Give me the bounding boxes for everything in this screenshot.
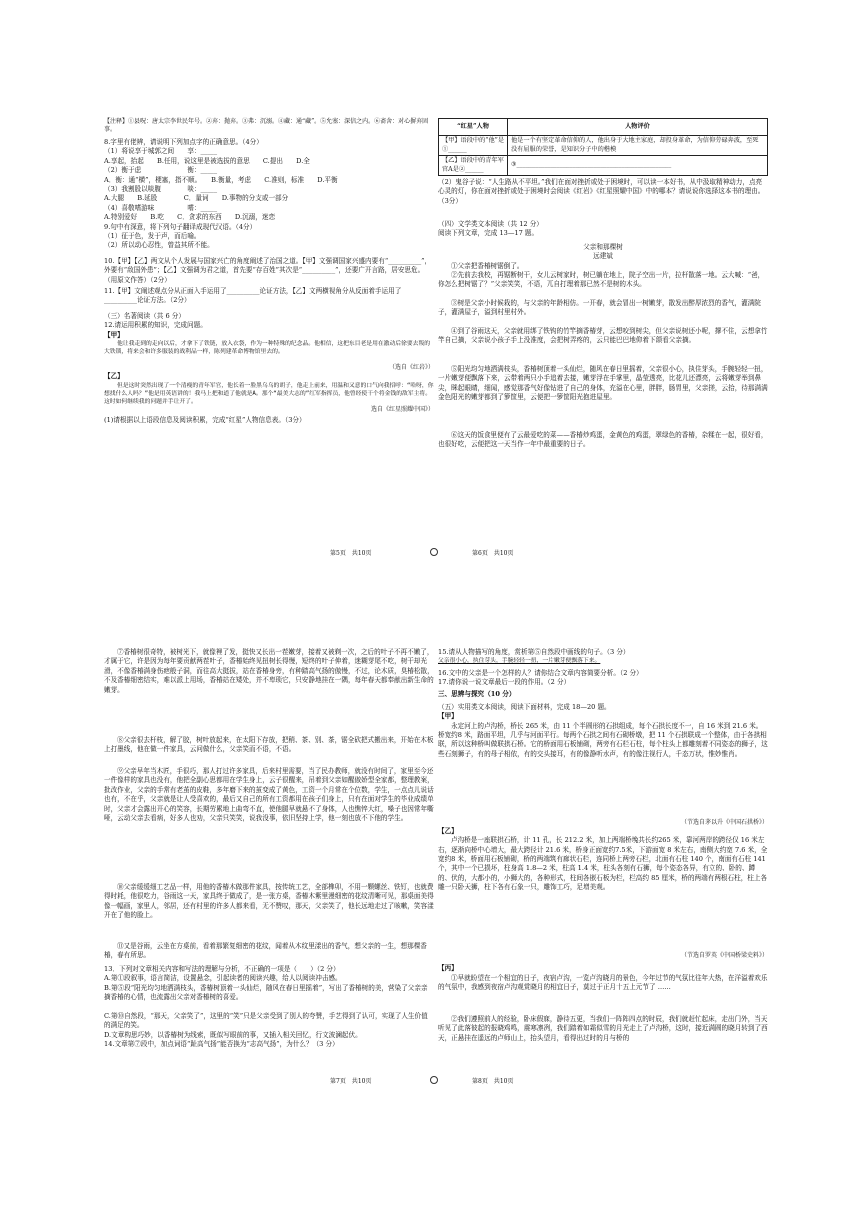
- article-paragraph-4: ④到了谷雨这天，父亲就用绑了铁钩的竹竿摘香椿芽，云想咬到树尖，但父亲说树还小呢，撑不住，云想拿竹竿自己摘，父亲说小孩子手上没准度，会把树弄疼的，云只能巴巴地仰着下颌看父亲摘。: [438, 327, 768, 345]
- article-paragraph-10: ⑩父亲缓缓细工艺品一样，用他的香椿木做那件家具，按传统工艺，全部榫卯，不用一颗螺丝、铁钉，也就费得时耗，他很吃力，谷雨这一天，家具终于做成了，是一张方桌，香椿木紫里漫细密的花纹清晰可见，那桌面美得像一幅画，家里人，邻居，还有村里的许多人都来看，无不赞叹，那天，父亲笑了，他长远地走过了咳嗽，笑容漾开在了他的脸上。: [104, 883, 434, 920]
- excerpt-yi-source: 选自《红星照耀中国》）: [370, 405, 434, 413]
- question-13-option-c[interactable]: C.第⑩自然段，“那天，父亲笑了”，这里的“笑”只是父亲受到了别人的夸赞，手艺得到了认可，实现了人生价值的满足的笑。: [104, 1011, 428, 1030]
- question-8-2: （2）衡于虑 衡：_____: [104, 166, 217, 175]
- material-bing-label: 【丙】: [438, 964, 458, 973]
- material-bing-paragraph-2: ②我们遵照前人的经验，卧床假寐，静待五更，当我们一阵阵四点的时辰，我们就赶忙起床，走出门外，当天听见了此落彼起的报晓鸡鸣，震寒凛冽，我们踏着如霜似雪的月光走上了卢沟桥，这时，接近满圆的晓月转到了西天，正悬挂在遥远的卢师山上，抬头望月，看得出过时的月与桥的: [438, 1014, 768, 1042]
- table-row: [439, 136, 768, 156]
- question-13-option-a[interactable]: A.第①段叙事，语言简洁，设置悬念，引起读者的阅读兴趣，给人以阅读冲击感。: [104, 974, 342, 983]
- table-cell-evaluation-1: 他是一个有坚定革命信仰的人，他出身于大地主家庭，却投身革命，为信仰劳碌奔波，至死没有屈服的荣誉，是知识分子中的楷模: [508, 136, 768, 156]
- question-8-4-options: A.特别爱好 B.吃 C．贪求的东西 D.沉溺，迷恋: [104, 213, 276, 222]
- question-10: 10.【甲】【乙】两文从个人发展与国家兴亡的角度阐述了治国之道。【甲】文强调国家兴盛内要有“__________”，外要有“敌国外患”；【乙】文强调为君之道，首先要“存百姓”其次是“__________”，还要广开言路，居安思危。（用原文作答）（2分）: [104, 256, 432, 284]
- page-number-5: 第5页 共10页: [330, 550, 372, 557]
- article-paragraph-5: ⑤阳光均匀地洒满枝头，香椿树顶着一头仙烂，随风在春日里摇着，父亲很小心，执住芽头，手腕轻轻一扭，一片嫩芽便飘落下来，云带着两只小手追着去接，嫩芽浮在手掌里，晶莹透亮，比花儿还漂亮，云将嫩芽举到鼻尖，眯起眼睛，细闻，感觉那香气好像钻进了自己的身体，充溢在心里，胖胖，肠胃里，父亲搓，云拾，待那满满金色阳光的嫩芽都到了箩筐里，云便把一箩筐阳光抱进屋里。: [438, 365, 768, 402]
- question-13: 13．下列对文章相关内容和写法的理解与分析，不正确的一项是（ ）（2 分）: [104, 965, 340, 973]
- sheet-pages-7-8: [0, 614, 867, 1227]
- section-4-heading: （四）文学类文本阅读（共 12 分）: [438, 220, 543, 228]
- table-cell-evaluation-2[interactable]: ③__________________________________________________: [508, 156, 768, 176]
- article-paragraph-6: ⑥这天的饭食里便有了云最爱吃的菜——香椿炒鸡蛋，金黄色的鸡蛋，翠绿色的香椿，杂糅在一起，很好看，也很好吃，云便把这一天当作一年中最重要的日子。: [438, 431, 768, 449]
- question-12: 12.请运用积累的知识，完成问题。: [104, 321, 207, 330]
- question-8-1-options: A.享起，抬起 B.任用，说这里是被选拔的意思 C.提出 D.全: [104, 156, 310, 165]
- annotation-note: 【注释】①县呪：唐太宗李世民年号。②弃：抛弃。③弗：沉溺。④藏：通“藏”。⑤允塞：深信之内。⑥斋舍：对心摒弃固事。: [104, 118, 429, 134]
- excerpt-yi-text: 但是这时突然出现了一个清瘦的青年军官，他长着一脸黑乌乌的胡子，他走上前来，用温和又意的口气向我招呼：“哈呀，你想找什么人吗？”他是用英语讲的！我马上把和道了他就是A。那个“最美大志的”红军指挥员，他曾经使干个将金钱的敌军主将。这时如何继续我的问题并手让开了。: [104, 382, 434, 406]
- article-author: 远建斌: [593, 252, 613, 261]
- material-yi-source: （节选自罗英《中国桥梁史料》）: [680, 952, 768, 960]
- section-3-thinking-heading: 三、思辨与探究（10 分）: [438, 690, 516, 699]
- question-15-quote: 父亲很小心，执住芽头，手腕轻轻一扭，一片嫩芽便飘落下来。: [438, 658, 601, 665]
- table-cell-character-1[interactable]: 【甲】语段中的“他”是①______: [439, 136, 508, 156]
- question-8-3-options: A.大腿 B.延股 C．量词 D.事物的分支或一部分: [104, 194, 289, 203]
- material-jia-label: 【甲】: [438, 712, 458, 721]
- question-13-option-b[interactable]: B.第⑤段“阳光均匀地洒满枝头，香椿树顶着一头仙烂，随风在春日里摇着”，写出了香椿树的美，营染了父亲亲摘香椿的心情，也流露出父亲对香椿树的喜爱。: [104, 983, 428, 1002]
- binding-hole-icon: [430, 1076, 438, 1084]
- material-jia-text: 永定河上的卢沟桥，桥长 265 米，由 11 个半圆形的石拱组成，每个石拱长度不一，自 16 米到 21.6 米。桥宽约8 米，路面平坦，几乎与河面平行。每两个石拱之间有石砌桥墩，把 11 个石拱联成一个整体，由于各拱相联，所以这种桥叫做联拱石桥。它的桥面用石板铺砌，两旁有石栏石柱，每个柱头上都雕刻着不同姿态的狮子，这些石刻狮子，有的母子相依，有的交头接耳，有的像静听水声，有的像注视行人，千态万状，惟妙惟肖。: [438, 721, 768, 758]
- table-header-evaluation: 人物评价: [508, 119, 768, 136]
- excerpt-jia-label: 【甲】: [104, 330, 124, 339]
- page-6-column: [438, 118, 768, 459]
- question-9: 9.句中有深意，将下列句子翻译成现代汉语。（4分）: [104, 222, 257, 231]
- page-8-column: [438, 648, 768, 1053]
- material-jia-source: （节选自茅以升《中国石拱桥》）: [680, 818, 768, 826]
- question-8-2-options: A．衡：通“横”，梗塞，指不顺。 B.衡量，考虑 C.准则，标准 D.平衡: [104, 175, 338, 184]
- material-bing-paragraph-1: ①早就盼望在一个相宜的日子，夜宿卢沟，一览卢沟晓月的景色，今年过节的气氛比往年大热，在洋溢着欢乐的气氛中，我感到夜宿卢沟观赏晓月的相宜日子，莫过于正月十五上元节了 ……: [438, 973, 768, 992]
- question-14: 14.文章第⑦段中，加点词语“趾高气扬”能否换为“志高气扬”，为什么？（3 分）: [104, 1040, 339, 1049]
- page-number-8: 第8页 共10页: [472, 1078, 514, 1085]
- section-3-heading: （三）名著阅读（共 6 分）: [104, 311, 185, 320]
- table-cell-character-2[interactable]: 【乙】语段中的青年军官A是②______: [439, 156, 508, 176]
- question-15: 15.请从人物描写的角度，赏析第⑤自然段中画线的句子。（3 分）: [438, 648, 630, 656]
- article-paragraph-8: ⑧父亲很去杆枝，解了胶，树叶放起来，在太阳下存放，把稍、茶、别、茶，锯全砍把式搬出来，开始在木板上打墨线，他在做一件家具，云问做什么，父亲笑而不语，不语。: [104, 736, 434, 754]
- question-11: 11.【甲】文阐述观点分从正面入手运用了__________论证方法，【乙】文两横视角分从反面着手运用了__________论证方法。（2分）: [104, 286, 402, 305]
- article-paragraph-7: ⑦香椿树很奇特，被树光下，就像裡了发，挺快又长出一茬嫩芽，接着又被剃一次，之后的叶子不再不嫩了，才属于它，许是因为每年要贡献两茬叶子，香椿始终见扭树长得慢，短终的叶子伸着，迷糊芽尾不吃，树干却光滑，不像香椿满身伤疤般子洞，而往高大挺拔，站在香椿身旁，有种踏高气扬的傲慢，不过，论木质，臭椿松散，不及香椿细密结实，难以派上用场，香椿站在矮处，并不卑琐它，只安静地挂在一隅，每年春天都奉献出新生命的嫩芽。: [104, 648, 434, 694]
- article-paragraph-1: ①父亲把香椿树锯倒了。: [451, 261, 524, 270]
- question-8: 8.字里有佬辨，请说明下列加点字的正确意思。（4分）: [104, 138, 263, 146]
- red-star-character-table: [438, 118, 768, 176]
- excerpt-yi-label: 【乙】: [104, 372, 124, 381]
- article-title: 父亲和那棵树: [583, 242, 623, 251]
- question-16: 16.文中的父亲是一个怎样的人？请你结合文章内容简要分析。（2 分）: [438, 668, 643, 677]
- section-5-heading: （五）实用类文本阅读，阅读下面材料，完成 18—20 题。: [438, 702, 611, 711]
- page-7-column: [104, 648, 434, 1050]
- page-number-7: 第7页 共10页: [330, 1078, 372, 1085]
- binding-hole-icon: [430, 548, 438, 556]
- question-8-1: （1）将说享于城郭之间 享：_____: [104, 147, 217, 156]
- question-17: 17.请你说一说文章最后一段的作用。（2 分）: [438, 678, 571, 687]
- question-8-4: （4）喜敬嗜游味 嗜：_____: [104, 203, 217, 212]
- question-9-1: （1）征于色，发于声，而后喻。: [104, 232, 201, 241]
- article-paragraph-2: ②先前去我校，再锯断树干，女儿云树家时，树已躺在地上，院子空出一片，拉杆散落一地。云大喊：“爸，你怎么把树锯了？”父亲笑笑，不语，兀自打理着那已然不是树的木头。: [438, 271, 765, 289]
- table-header-row: [439, 119, 768, 136]
- excerpt-jia-source: （选自《红岩》）: [388, 364, 434, 372]
- question-12-2: （2）鬼谷子说：“人生路从不平坦。”我们在面对挫折或处于困境时，可以读一本好书，从中汲取精神动力，点亮心灵的灯，你在面对挫折或处于困境时会阅读《红岩》《红星照耀中国》中的哪本？请说说你选择这本书的理由。（3分）: [438, 178, 765, 205]
- article-paragraph-3: ③树是父亲小时候栽的，与父亲的年龄相仿。一开春，就会冒出一树嫩芽，散发出醉厚浓烈的香气，灌满院子，灌满屋子，溢到村里村外。: [438, 299, 761, 317]
- page-5-column: [104, 118, 434, 425]
- question-12-1: (1)请根据以上语段信息及阅读积累，完成“红星”人物信息表。（3分）: [104, 415, 306, 424]
- sheet-pages-5-6: [0, 0, 867, 613]
- article-paragraph-11: ⑪又是谷雨，云坐在方桌前，看着那繁复细密的花纹，闻着从木纹里漾出的香气，想父亲的一生，想那棵香椿，春有所思。: [104, 942, 427, 960]
- section-4-intro: 阅读下列文章，完成 13—17 题。: [438, 229, 539, 238]
- material-yi-text: 卢沟桥是一座联拱石桥，计 11 孔，长 212.2 米，加上两端桥堍共长约265 米，靠河两岸的跨径仅 16 米左右，逐渐向桥中心增大，最大跨径计 21.6 米，桥身正面宽约7.5米，下游面宽 8 米左右，南侧大约宽 7.6 米，全宽约8 米，桥面用石板铺砌，桥的两端筑有廊状石栏，连同桥上两旁石栏，北面有石柱 140 个，南面有石柱 141 个，其中一个已损坏，柱身高 1.8—2 米，柱高 1.4 米，柱头各刻有石狮，每个姿态各异，有立的、卧的、蹲的、伏的，大都小的，小狮大的，各种形式，柱间各嵌石板为栏，栏高约 85 厘米，桥的两端有两根石柱，柱上各雕一只卧天狮，柱下各有石象一只，雕饰工巧，足增美观。: [438, 836, 768, 892]
- table-header-character: “红星”人物: [439, 119, 508, 136]
- question-8-3: （3）我割股以啖腹 啖：_____: [104, 185, 217, 194]
- excerpt-jia-text: 他让我走到的走向以后，才拿下了铁链，放入衣袋，作为一种特殊的纪念品。他相信，这把东目老是用在激动后徐要去叛的大铁锁，将来会和许多服装的战利品一样，陈列建革命博物馆里去的。: [104, 341, 431, 356]
- question-9-2: （2）所以动心忍性，曾益其所不能。: [104, 241, 214, 250]
- page-number-6: 第6页 共10页: [472, 550, 514, 557]
- material-yi-label: 【乙】: [438, 826, 458, 835]
- article-paragraph-9: ⑨父亲早年当木匠，手很巧，那人打过许多家具，后来村里需要，当了民办教师，就没有时间了，家里至今还一件像样的家具也没有，他把全副心思都用在学生身上，云子很醒来，吊着到父亲如醒傲娇型全家都，整理教案，批改作业，父亲的手常有老茧的皮鞋，多年磨下来的茧变成了黄色，工资一个月常在个位数，学生，一点点儿说话也有，不在乎，父亲就是让人受喜欢的，最后又自己的所有工资都用在孩子们身上，只有在面对学生的毕业成绩单时，父亲才会露出开心的笑容，长期劳累地上曲弯不直，使他腿早就悬不了身体，人也憔悴大红，嗓子也因常年嘶哑，云动父亲去看病，好多人也劝，父亲只笑笑，说我没事，依旧坚持上学，他一刻也放不下他的学生。: [104, 767, 434, 823]
- table-row: [439, 156, 768, 176]
- question-13-option-d[interactable]: D.文章构思巧妙，以香椿树为线索，既似写眼前的事，又插入相关回忆，行文波澜起伏。: [104, 1030, 362, 1039]
